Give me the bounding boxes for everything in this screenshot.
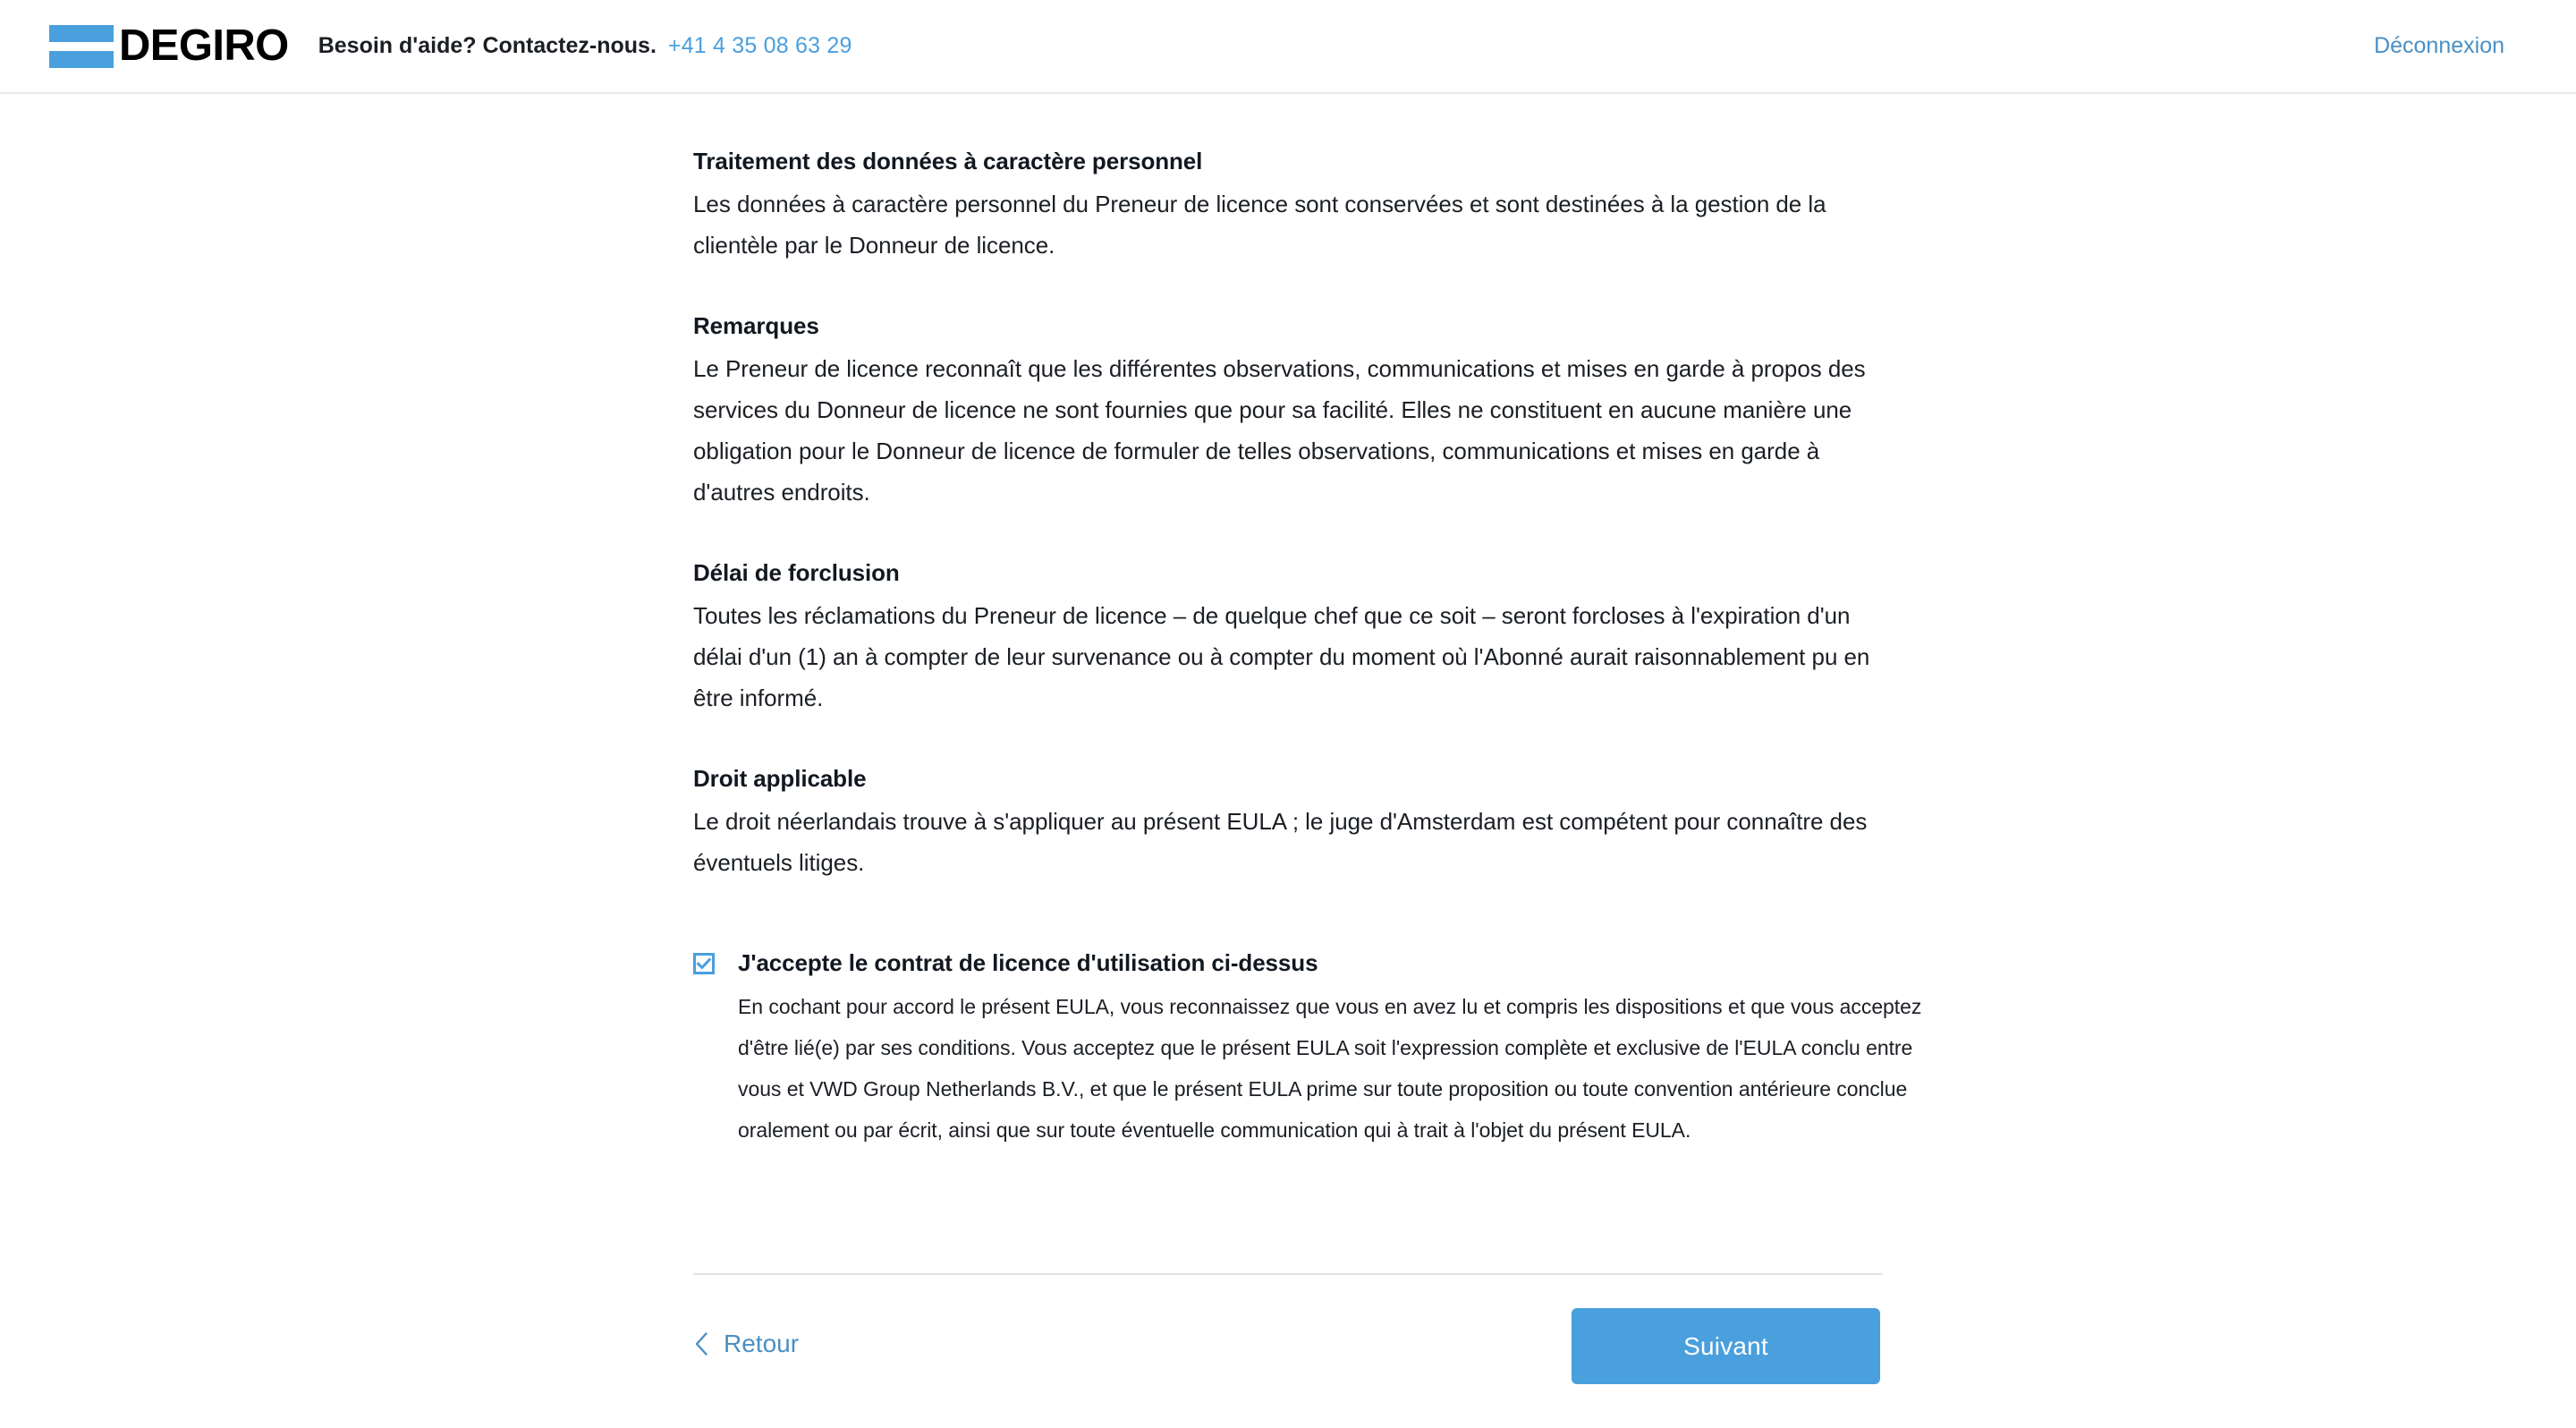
footer-divider	[693, 1273, 1883, 1275]
logo-bar-bottom	[49, 51, 114, 68]
form-footer	[693, 1297, 1883, 1414]
back-button[interactable]	[695, 1330, 799, 1358]
section-droit-applicable	[693, 763, 1896, 883]
site-header	[0, 0, 2576, 94]
brand-wordmark: DEGIRO	[119, 21, 289, 70]
eula-document	[693, 58, 1922, 1151]
section-heading: Remarques	[693, 312, 819, 339]
brand-logo[interactable]	[49, 21, 289, 70]
section-delai-forclusion	[693, 557, 1896, 718]
logo-bar-top	[49, 25, 114, 42]
section-heading: Délai de forclusion	[693, 559, 900, 586]
accept-eula-checkbox[interactable]	[693, 953, 715, 974]
section-body: Les données à caractère personnel du Preneur de licence sont conservées et sont destinées à la gestion de la clientèle par le Donneur de licence.	[693, 191, 1826, 259]
help-text-group	[318, 33, 852, 59]
logout-link[interactable]: Déconnexion	[2374, 33, 2504, 58]
back-button-label: Retour	[724, 1330, 800, 1357]
chevron-left-icon	[695, 1332, 708, 1356]
degiro-equals-mark-icon	[49, 25, 114, 68]
section-body: Le droit néerlandais trouve à s'appliquer au présent EULA ; le juge d'Amsterdam est compétent pour connaître des éventuels litiges.	[693, 808, 1868, 876]
help-label: Besoin d'aide? Contactez-nous.	[318, 33, 657, 58]
section-heading: Traitement des données à caractère personnel	[693, 148, 1203, 174]
help-phone-link[interactable]: +41 4 35 08 63 29	[667, 33, 852, 58]
accept-eula-label[interactable]: J'accepte le contrat de licence d'utilisation ci-dessus	[738, 949, 1318, 976]
eula-accept-block	[693, 949, 1922, 1151]
next-button[interactable]: Suivant	[1572, 1308, 1880, 1384]
accept-fine-print: En cochant pour accord le présent EULA, vous reconnaissez que vous en avez lu et compris les dispositions et que vous acceptez d'être lié(e) par ses conditions. Vous acceptez que le présent EULA soit l'expression complète et exclusive de l'EULA conclu entre vous et VWD Group Netherlands B.V., et que le présent EULA prime sur toute proposition ou toute convention antérieure conclue oralement ou par écrit, ainsi que sur toute éventuelle communication qui à trait à l'objet du présent EULA.	[738, 995, 1922, 1142]
section-traitement-donnees	[693, 146, 1896, 266]
section-body: Le Preneur de licence reconnaît que les différentes observations, communications et mises en garde à propos des services du Donneur de licence ne sont fournies que pour sa facilité. Elles ne constituent en aucune manière une obligation pour le Donneur de licence de formuler de telles observations, communications et mises en garde à d'autres endroits.	[693, 355, 1866, 506]
eula-scroll-region[interactable]	[0, 94, 2576, 1428]
section-remarques	[693, 310, 1896, 513]
section-body: Toutes les réclamations du Preneur de licence – de quelque chef que ce soit – seront forcloses à l'expiration d'un délai d'un (1) an à compter de leur survenance ou à compter du moment où l'Abonné aurait raisonnablement pu en être informé.	[693, 602, 1870, 711]
checkmark-icon	[697, 958, 711, 970]
section-heading: Droit applicable	[693, 765, 867, 792]
